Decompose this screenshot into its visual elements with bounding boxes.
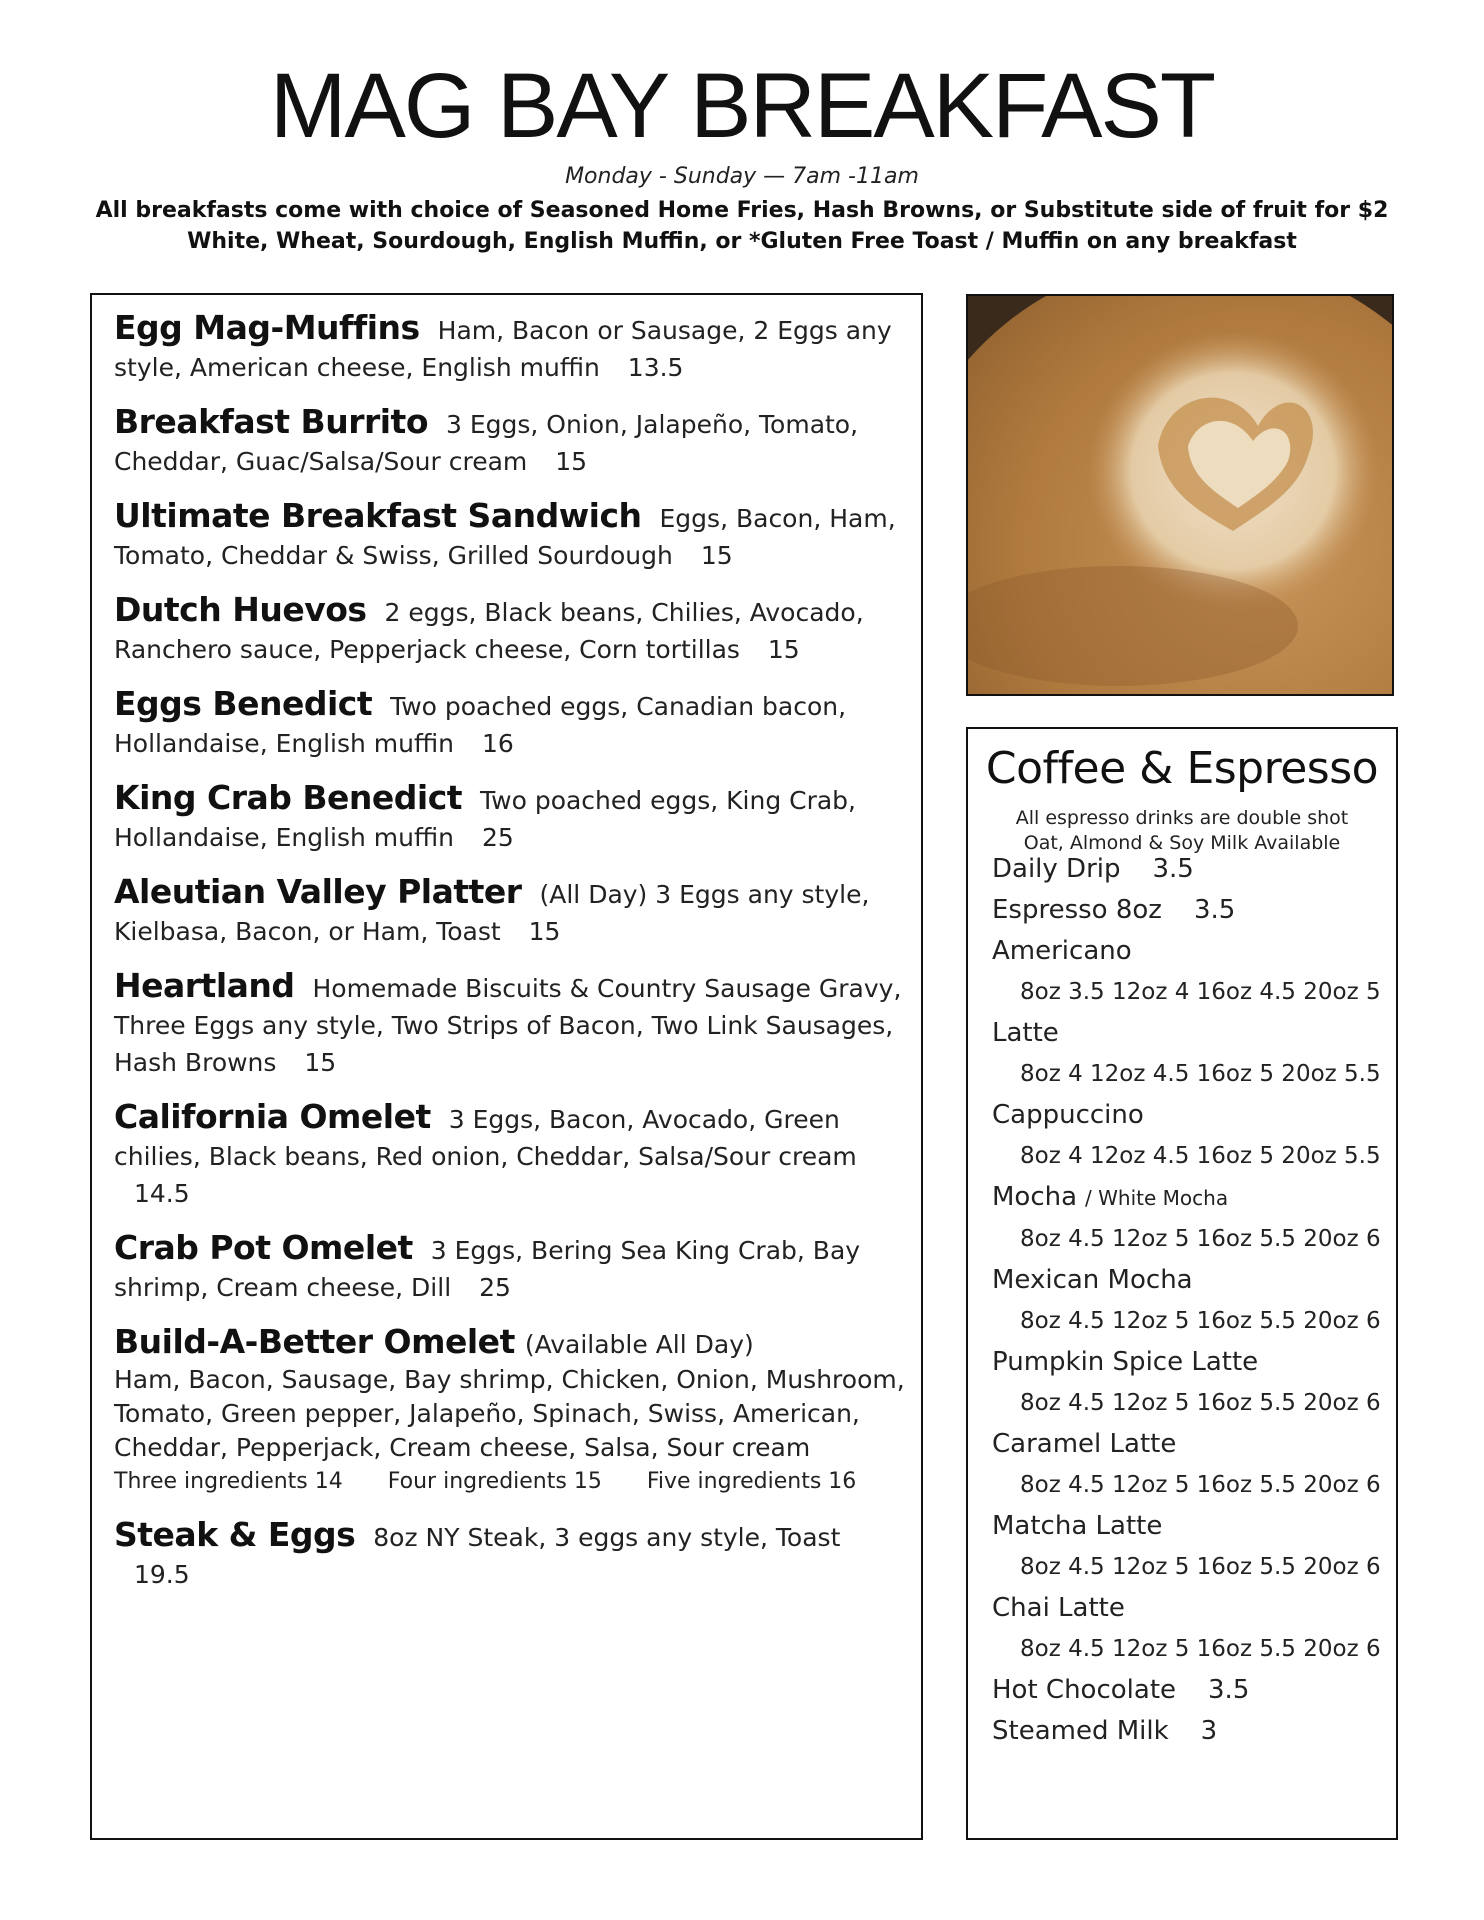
size-prices: 8oz 4.5 12oz 5 16oz 5.5 20oz 6	[1020, 1472, 1381, 1498]
menu-item-price: 15	[767, 635, 800, 664]
menu-item	[114, 591, 914, 668]
drink-price: 3.5	[1208, 1675, 1250, 1705]
menu-item-desc: 3 Eggs, Bacon, Avocado, Green chilies, Black beans, Red onion, Cheddar, Salsa/Sour cream	[114, 1105, 857, 1171]
menu-item-name: Steak & Eggs	[114, 1515, 356, 1554]
menu-item-price: 15	[528, 917, 561, 946]
build-omelet-item	[114, 1323, 914, 1499]
drink-hot-chocolate	[992, 1670, 1392, 1711]
coffee-title: Coffee & Espresso	[985, 743, 1379, 794]
coffee-espresso-box	[966, 727, 1398, 1840]
drink-name: Espresso 8oz	[992, 895, 1162, 925]
menu-item-desc: Two poached eggs, King Crab, Hollandaise, English muffin	[114, 786, 857, 852]
menu-item-name: Aleutian Valley Platter	[114, 872, 522, 911]
menu-item-name: Egg Mag-Muffins	[114, 308, 420, 347]
menu-item	[114, 1229, 914, 1306]
menu-item-name: King Crab Benedict	[114, 778, 463, 817]
breakfast-menu-box	[90, 293, 923, 1840]
menu-item-desc: 3 Eggs, Bering Sea King Crab, Bay shrimp, Cream cheese, Dill	[114, 1236, 861, 1302]
drink-note: / White Mocha	[1085, 1186, 1229, 1210]
drink-name: Mocha	[992, 1182, 1078, 1212]
four-ingredients-price: Four ingredients 15	[387, 1469, 602, 1494]
size-prices: 8oz 4.5 12oz 5 16oz 5.5 20oz 6	[1020, 1390, 1381, 1416]
size-prices: 8oz 4.5 12oz 5 16oz 5.5 20oz 6	[1020, 1554, 1381, 1580]
size-prices: 8oz 4 12oz 4.5 16oz 5 20oz 5.5	[1020, 1061, 1381, 1087]
menu-item	[114, 1098, 914, 1212]
drink-latte: Latte	[992, 1018, 1059, 1048]
latte-art-image	[968, 296, 1392, 694]
menu-item	[114, 1516, 914, 1593]
coffee-list	[992, 849, 1392, 1752]
menu-item	[114, 497, 914, 574]
ingredient-list: Ham, Bacon, Sausage, Bay shrimp, Chicken, Onion, Mushroom, Tomato, Green pepper, Jalapeño, Spinach, Swiss, American, Cheddar, Pepperjack, Cream cheese, Salsa, Sour cream	[114, 1365, 905, 1462]
drink-price: 3.5	[1152, 854, 1194, 884]
menu-item-price: 25	[481, 823, 514, 852]
menu-item-name: Ultimate Breakfast Sandwich	[114, 496, 642, 535]
bread-note: White, Wheat, Sourdough, English Muffin, or *Gluten Free Toast / Muffin on any breakfast	[187, 229, 1297, 254]
size-prices: 8oz 4.5 12oz 5 16oz 5.5 20oz 6	[1020, 1308, 1381, 1334]
drink-matcha-latte: Matcha Latte	[992, 1511, 1163, 1541]
menu-item-name: Breakfast Burrito	[114, 402, 429, 441]
drink-caramel-latte: Caramel Latte	[992, 1429, 1177, 1459]
drink-cappuccino: Cappuccino	[992, 1100, 1144, 1130]
menu-item	[114, 873, 914, 950]
menu-item-desc: Homemade Biscuits & Country Sausage Gravy, Three Eggs any style, Two Strips of Bacon, Two Link Sausages, Hash Browns	[114, 974, 902, 1077]
menu-item-desc: 2 eggs, Black beans, Chilies, Avocado, Ranchero sauce, Pepperjack cheese, Corn tortillas	[114, 598, 864, 664]
size-prices: 8oz 3.5 12oz 4 16oz 4.5 20oz 5	[1020, 979, 1381, 1005]
menu-item-price: 15	[555, 447, 588, 476]
menu-item-price: 13.5	[627, 353, 684, 382]
menu-item-price: 16	[481, 729, 514, 758]
availability-note: (Available All Day)	[524, 1330, 754, 1359]
menu-item-desc: 3 Eggs, Onion, Jalapeño, Tomato, Cheddar, Guac/Salsa/Sour cream	[114, 410, 859, 476]
size-prices: 8oz 4.5 12oz 5 16oz 5.5 20oz 6	[1020, 1636, 1381, 1662]
page-title: MAG BAY BREAKFAST	[269, 55, 1215, 157]
ingredient-prices	[114, 1465, 914, 1499]
menu-item-desc: Eggs, Bacon, Ham, Tomato, Cheddar & Swiss, Grilled Sourdough	[114, 504, 896, 570]
three-ingredients-price: Three ingredients 14	[114, 1469, 343, 1494]
size-prices: 8oz 4.5 12oz 5 16oz 5.5 20oz 6	[1020, 1226, 1381, 1252]
drink-name: Hot Chocolate	[992, 1675, 1177, 1705]
menu-item	[114, 685, 914, 762]
menu-item-price: 19.5	[134, 1560, 190, 1589]
latte-art-photo	[966, 294, 1394, 696]
menu-item-price: 25	[479, 1273, 511, 1302]
menu-item-name: California Omelet	[114, 1097, 431, 1136]
drink-price: 3	[1200, 1716, 1218, 1746]
breakfast-menu-list	[114, 309, 914, 1610]
menu-item	[114, 967, 914, 1081]
menu-item-name: Heartland	[114, 966, 295, 1005]
drink-price: 3.5	[1193, 895, 1236, 925]
drink-pumpkin-spice-latte: Pumpkin Spice Latte	[992, 1347, 1259, 1377]
drink-americano: Americano	[992, 936, 1132, 966]
size-prices: 8oz 4 12oz 4.5 16oz 5 20oz 5.5	[1020, 1143, 1381, 1169]
drink-name: Daily Drip	[992, 854, 1121, 884]
menu-item-name: Crab Pot Omelet	[114, 1228, 413, 1267]
menu-item-desc: (All Day) 3 Eggs any style, Kielbasa, Bacon, or Ham, Toast	[114, 880, 870, 946]
breakfast-notes	[0, 195, 1484, 257]
drink-daily-drip	[992, 849, 1392, 890]
menu-item	[114, 309, 914, 386]
menu-item-price: 15	[304, 1048, 337, 1077]
drink-chai-latte: Chai Latte	[992, 1593, 1125, 1623]
menu-item-name: Build-A-Better Omelet	[114, 1322, 515, 1361]
five-ingredients-price: Five ingredients 16	[646, 1469, 857, 1494]
drink-name: Steamed Milk	[992, 1716, 1169, 1746]
menu-item	[114, 403, 914, 480]
drink-steamed-milk	[992, 1711, 1392, 1752]
sides-note: All breakfasts come with choice of Seasoned Home Fries, Hash Browns, or Substitute side of fruit for $2	[95, 198, 1389, 223]
drink-mocha	[992, 1177, 1392, 1219]
menu-item	[114, 779, 914, 856]
drink-mexican-mocha: Mexican Mocha	[992, 1265, 1193, 1295]
drink-espresso	[992, 890, 1392, 931]
menu-item-name: Eggs Benedict	[114, 684, 373, 723]
menu-item-price: 14.5	[134, 1179, 190, 1208]
menu-item-desc: Ham, Bacon or Sausage, 2 Eggs any style, American cheese, English muffin	[114, 316, 892, 382]
menu-item-desc: 8oz NY Steak, 3 eggs any style, Toast	[373, 1523, 841, 1552]
menu-item-price: 15	[700, 541, 733, 570]
menu-item-name: Dutch Huevos	[114, 590, 367, 629]
menu-item-desc: Two poached eggs, Canadian bacon, Hollandaise, English muffin	[114, 692, 847, 758]
double-shot-note: All espresso drinks are double shot	[1015, 807, 1349, 829]
service-hours: Monday - Sunday — 7am -11am	[565, 164, 919, 189]
milk-options-note: Oat, Almond & Soy Milk Available	[1023, 832, 1341, 854]
